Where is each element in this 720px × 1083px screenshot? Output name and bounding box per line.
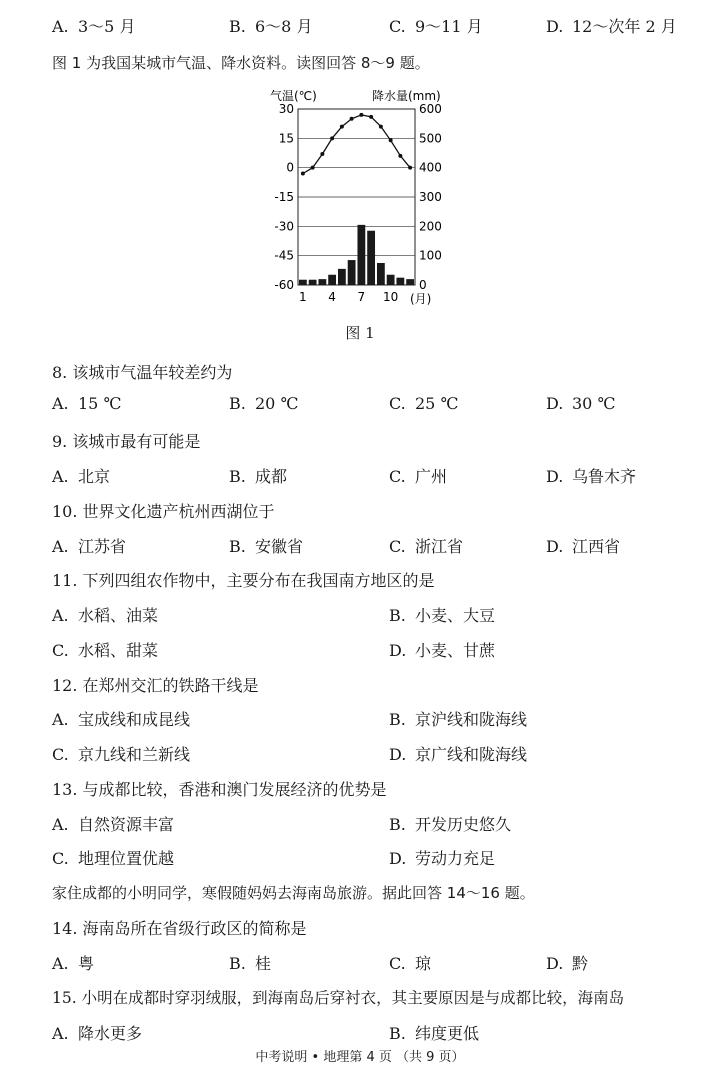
x-tick-label: 10 xyxy=(382,290,399,304)
temperature-point xyxy=(340,125,344,129)
left-tick-label: 30 xyxy=(278,102,294,116)
q15-stem: 15. 小明在成都时穿羽绒服，到海南岛后穿衬衣，其主要原因是与成都比较，海南岛 xyxy=(52,989,625,1007)
q8-option-a: A. 15 ℃ xyxy=(52,394,122,413)
q12-option-b: B. 京沪线和陇海线 xyxy=(389,710,528,729)
left-tick-label: 0 xyxy=(286,160,294,175)
precipitation-bar xyxy=(387,275,395,285)
q11-stem: 11. 下列四组农作物中，主要分布在我国南方地区的是 xyxy=(52,571,435,590)
temperature-point xyxy=(330,136,334,140)
q8-stem: 8. 该城市气温年较差约为 xyxy=(52,363,233,382)
precipitation-bar xyxy=(299,280,307,285)
temperature-point xyxy=(408,166,412,170)
precipitation-bar xyxy=(367,231,375,285)
x-tick-label: 7 xyxy=(357,290,366,304)
q15-option-a: A. 降水更多 xyxy=(52,1024,143,1043)
q9-option-a: A. 北京 xyxy=(52,467,111,486)
precipitation-bar xyxy=(309,280,317,285)
q12-stem: 12. 在郑州交汇的铁路干线是 xyxy=(52,676,259,695)
intro-8-9: 图 1 为我国某城市气温、降水资料。读图回答 8～9 题。 xyxy=(52,54,430,72)
precipitation-bar xyxy=(338,269,346,285)
q14-option-b: B. 桂 xyxy=(229,954,272,973)
precipitation-bar xyxy=(406,279,414,285)
precipitation-bar xyxy=(328,275,336,285)
x-unit-label: (月) xyxy=(410,292,432,306)
precipitation-bar xyxy=(396,278,404,285)
q7-option-a: A. 3～5 月 xyxy=(52,17,136,36)
q7-option-d: D. 12～次年 2 月 xyxy=(546,17,677,36)
q10-option-c: C. 浙江省 xyxy=(389,537,464,556)
precipitation-bar xyxy=(348,260,356,285)
x-tick-label: 1 xyxy=(299,290,307,304)
figure-caption: 图 1 xyxy=(345,324,375,342)
q14-option-d: D. 黔 xyxy=(546,954,589,973)
q11-option-a: A. 水稻、油菜 xyxy=(52,606,159,625)
right-tick-label: 400 xyxy=(419,160,442,175)
q13-option-d: D. 劳动力充足 xyxy=(389,849,496,868)
temperature-point xyxy=(350,117,354,121)
q7-option-b: B. 6～8 月 xyxy=(229,17,313,36)
q11-option-d: D. 小麦、甘蔗 xyxy=(389,641,496,660)
q13-option-a: A. 自然资源丰富 xyxy=(52,815,175,834)
q13-option-b: B. 开发历史悠久 xyxy=(389,815,512,834)
q14-option-c: C. 琼 xyxy=(389,954,432,973)
temperature-point xyxy=(379,125,383,129)
q15-option-b: B. 纬度更低 xyxy=(389,1024,480,1043)
temperature-point xyxy=(398,154,402,158)
temperature-point xyxy=(311,166,315,170)
q14-option-a: A. 粤 xyxy=(52,954,95,973)
q9-option-b: B. 成都 xyxy=(229,467,288,486)
right-tick-label: 200 xyxy=(419,219,442,234)
q11-option-c: C. 水稻、甜菜 xyxy=(52,641,159,660)
q12-option-c: C. 京九线和兰新线 xyxy=(52,745,191,764)
intro-14-16: 家住成都的小明同学，寒假随妈妈去海南岛旅游。据此回答 14～16 题。 xyxy=(52,884,535,902)
right-tick-label: 600 xyxy=(419,102,442,116)
q12-option-d: D. 京广线和陇海线 xyxy=(389,745,528,764)
q9-option-d: D. 乌鲁木齐 xyxy=(546,467,637,486)
q8-option-b: B. 20 ℃ xyxy=(229,394,299,413)
temperature-point xyxy=(320,152,324,156)
q10-option-d: D. 江西省 xyxy=(546,537,621,556)
x-tick-label: 4 xyxy=(328,290,336,304)
temperature-point xyxy=(301,172,305,176)
temperature-point xyxy=(389,138,393,142)
left-tick-label: -60 xyxy=(274,278,294,292)
left-axis-label: 气温(℃) xyxy=(270,89,317,103)
q7-option-c: C. 9～11 月 xyxy=(389,17,483,36)
q11-option-b: B. 小麦、大豆 xyxy=(389,606,496,625)
q14-stem: 14. 海南岛所在省级行政区的简称是 xyxy=(52,919,307,938)
temperature-point xyxy=(359,113,363,117)
left-tick-label: 15 xyxy=(278,131,294,146)
temperature-point xyxy=(369,115,373,119)
q8-option-d: D. 30 ℃ xyxy=(546,394,616,413)
right-tick-label: 500 xyxy=(419,131,442,146)
left-tick-label: -15 xyxy=(274,190,294,204)
q13-option-c: C. 地理位置优越 xyxy=(52,849,175,868)
precipitation-bar xyxy=(318,279,326,285)
right-tick-label: 300 xyxy=(419,190,442,204)
right-tick-label: 0 xyxy=(419,278,427,292)
temperature-line xyxy=(303,115,410,174)
q13-stem: 13. 与成都比较，香港和澳门发展经济的优势是 xyxy=(52,780,387,799)
q12-option-a: A. 宝成线和成昆线 xyxy=(52,710,191,729)
q10-option-a: A. 江苏省 xyxy=(52,537,127,556)
climate-chart xyxy=(0,0,720,320)
precipitation-bar xyxy=(357,225,365,285)
q10-stem: 10. 世界文化遗产杭州西湖位于 xyxy=(52,502,275,521)
q9-stem: 9. 该城市最有可能是 xyxy=(52,432,201,451)
right-axis-label: 降水量(mm) xyxy=(372,89,441,103)
left-tick-label: -30 xyxy=(274,219,294,234)
left-tick-label: -45 xyxy=(274,248,294,263)
q8-option-c: C. 25 ℃ xyxy=(389,394,459,413)
q9-option-c: C. 广州 xyxy=(389,467,448,486)
right-tick-label: 100 xyxy=(419,248,442,263)
precipitation-bar xyxy=(377,263,385,285)
page-footer: 中考说明 • 地理第 4 页 （共 9 页） xyxy=(255,1050,465,1065)
q10-option-b: B. 安徽省 xyxy=(229,537,304,556)
